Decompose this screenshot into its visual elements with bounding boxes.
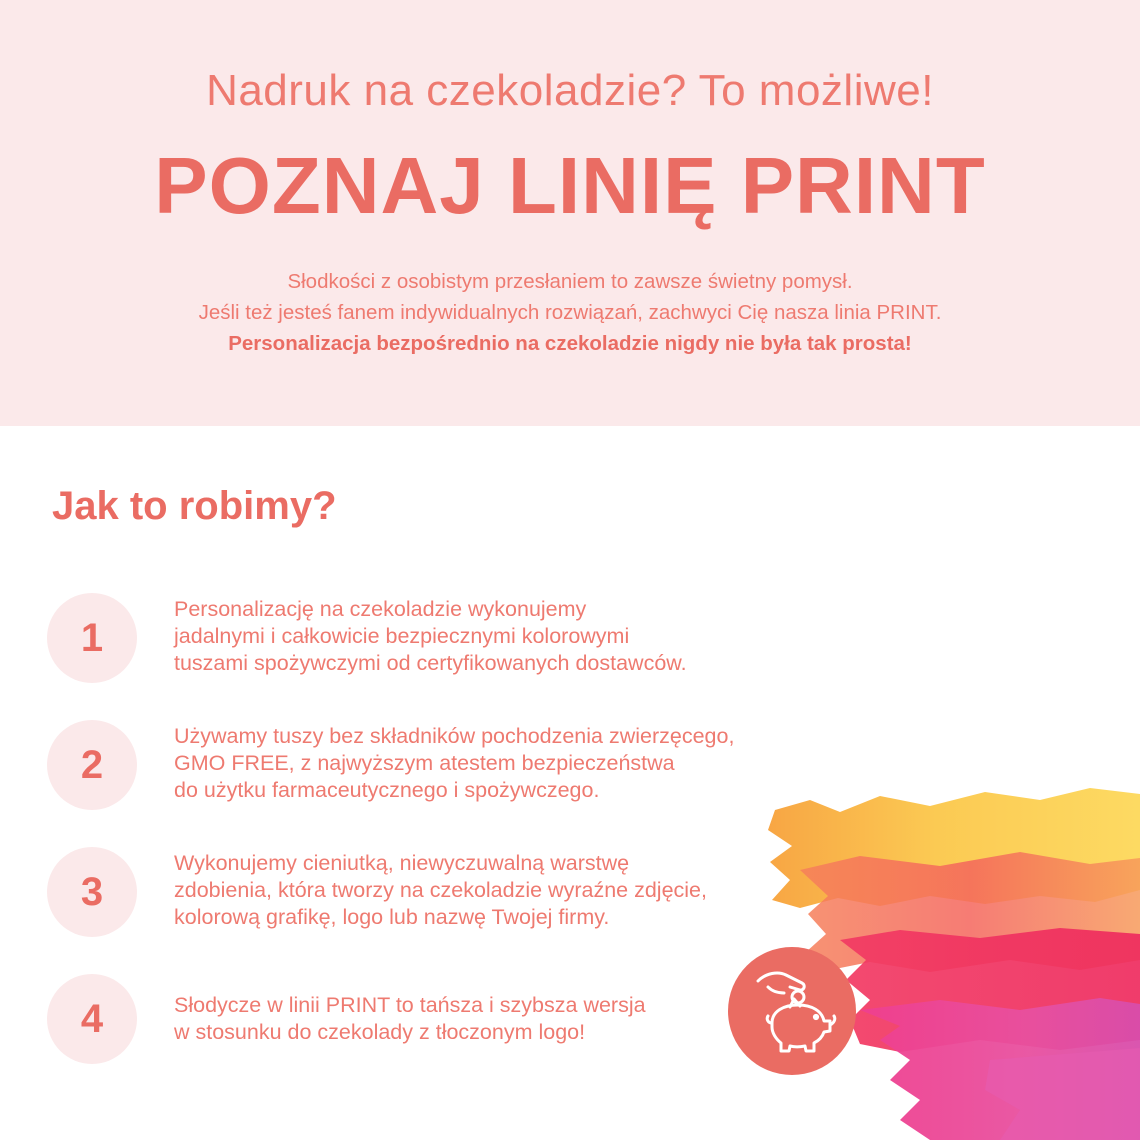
step-line: Słodycze w linii PRINT to tańsza i szybsza wersja <box>174 993 646 1017</box>
hero-intro-line-1: Słodkości z osobistym przesłaniem to zawsze świetny pomysł. <box>287 270 853 293</box>
step-description <box>174 850 854 931</box>
hero-intro-line-3: Personalizacja bezpośrednio na czekoladzie nigdy nie była tak prosta! <box>228 332 912 355</box>
hero-title: POZNAJ LINIĘ PRINT <box>154 141 986 230</box>
piggy-bank-badge <box>728 947 856 1075</box>
step-line: Wykonujemy cieniutką, niewyczuwalną warstwę <box>174 851 630 875</box>
step-description <box>174 596 854 677</box>
step-line: tuszami spożywczymi od certyfikowanych dostawców. <box>174 651 687 675</box>
hero-intro-line-2: Jeśli też jesteś fanem indywidualnych rozwiązań, zachwyci Cię nasza linia PRINT. <box>198 301 942 324</box>
step-description <box>174 723 854 804</box>
hero-banner <box>0 0 1140 426</box>
piggy-bank-icon <box>742 961 842 1061</box>
step-line: Używamy tuszy bez składników pochodzenia zwierzęcego, <box>174 724 735 748</box>
step-number-badge: 1 <box>47 593 137 683</box>
step-line: do użytku farmaceutycznego i spożywczego. <box>174 778 600 802</box>
step-number-badge: 4 <box>47 974 137 1064</box>
step-line: jadalnymi i całkowicie bezpiecznymi kolorowymi <box>174 624 630 648</box>
step-line: zdobienia, która tworzy na czekoladzie wyraźne zdjęcie, <box>174 878 707 902</box>
section-title: Jak to robimy? <box>52 484 337 528</box>
step-number-badge: 2 <box>47 720 137 810</box>
step-line: kolorową grafikę, logo lub nazwę Twojej firmy. <box>174 905 610 929</box>
step-line: Personalizację na czekoladzie wykonujemy <box>174 597 587 621</box>
step-line: w stosunku do czekolady z tłoczonym logo! <box>174 1020 586 1044</box>
hero-intro <box>0 266 1140 359</box>
hero-subtitle: Nadruk na czekoladzie? To możliwe! <box>206 66 934 115</box>
step-number-badge: 3 <box>47 847 137 937</box>
step-line: GMO FREE, z najwyższym atestem bezpieczeństwa <box>174 751 675 775</box>
